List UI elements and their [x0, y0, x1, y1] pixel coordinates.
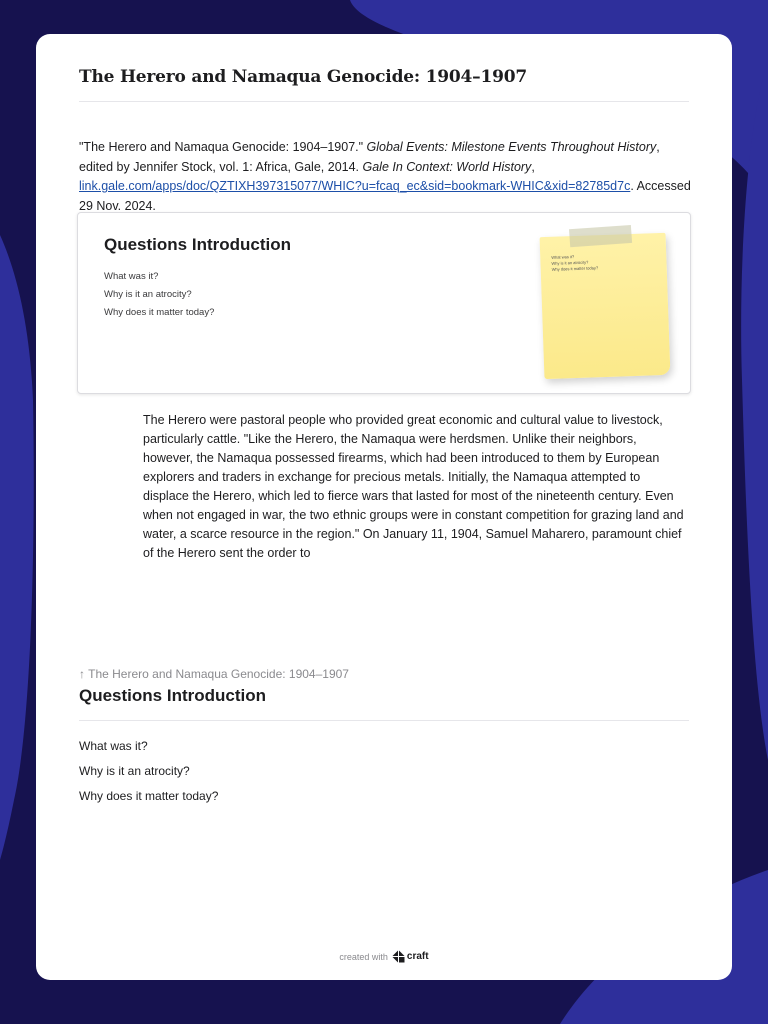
card-question: Why is it an atrocity?	[104, 289, 192, 300]
subpage-card[interactable]	[77, 212, 691, 394]
created-with-label: created with	[339, 951, 388, 962]
question-item: Why is it an atrocity?	[79, 764, 190, 778]
background-blob-left	[0, 235, 34, 860]
craft-brand-link[interactable]	[392, 950, 429, 963]
citation-separator: ,	[531, 159, 535, 174]
document-page	[36, 34, 732, 980]
question-item: Why does it matter today?	[79, 789, 219, 803]
card-question: What was it?	[104, 271, 159, 282]
footer	[36, 950, 732, 963]
card-question-list	[104, 268, 214, 322]
craft-logo-icon	[392, 950, 405, 963]
citation-source: Global Events: Milestone Events Throughout History	[366, 140, 657, 154]
citation-details: , edited by Jennifer Stock, vol. 1: Africa, Gale, 2014.	[79, 140, 660, 174]
backlink-label: The Herero and Namaqua Genocide: 1904–1907	[88, 667, 349, 681]
sticky-note-item: Why does it matter today?	[551, 265, 599, 272]
question-list	[79, 734, 218, 809]
sticky-note-list	[551, 253, 598, 273]
card-question: Why does it matter today?	[104, 307, 215, 318]
citation-link[interactable]: link.gale.com/apps/doc/QZTIXH397315077/WHIC?u=fcaq_ec&sid=bookmark-WHIC&xid=82785d7c	[79, 179, 631, 193]
body-paragraph: The Herero were pastoral people who provided great economic and cultural value to livestock, particularly cattle. "Like the Herero, the Namaqua were herdsmen. Unlike their neighbors, however, the Namaqua possessed firearms, which had been introduced to them by European explorers and traders in exchange for precious metals. Initially, the Namaqua attempted to displace the Herero, which led to fierce wars that lasted for most of the nineteenth century. Even when not engaged in war, the two ethnic groups were in constant competition for grazing land and water, a scarce resource in the region." On January 11, 1904, Samuel Maharero, paramount chief of the Herero sent the order to	[143, 413, 684, 560]
card-title: Questions Introduction	[104, 235, 291, 254]
citation	[79, 138, 691, 216]
sticky-note-item: Why is it an atrocity?	[551, 259, 589, 266]
backlink[interactable]	[79, 667, 349, 681]
sticky-note-item: What was it?	[551, 254, 575, 260]
section-title: Questions Introduction	[79, 686, 266, 705]
document-title: The Herero and Namaqua Genocide: 1904–1907	[79, 67, 527, 87]
title-divider	[79, 101, 689, 102]
citation-text: "The Herero and Namaqua Genocide: 1904–1907."	[79, 140, 367, 154]
citation-collection: Gale In Context: World History	[362, 159, 532, 174]
citation-accessed: . Accessed 29 Nov. 2024.	[79, 179, 691, 213]
arrow-up-icon: ↑	[79, 667, 85, 681]
question-item: What was it?	[79, 739, 148, 753]
tape-strip	[569, 225, 632, 247]
section-divider	[79, 720, 689, 721]
craft-brand-name: craft	[406, 951, 429, 962]
sticky-note-thumbnail	[540, 233, 671, 379]
